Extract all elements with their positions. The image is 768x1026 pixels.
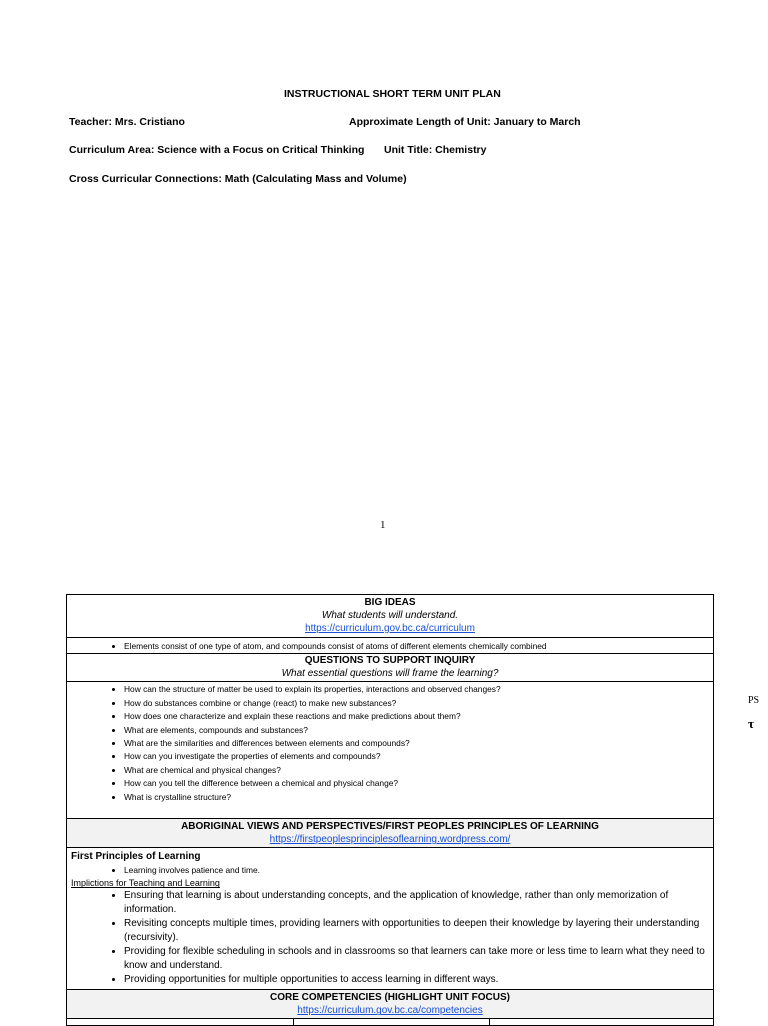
big-ideas-content-cell <box>67 638 714 654</box>
aboriginal-content-cell <box>67 848 714 990</box>
teacher-field: Teacher: Mrs. Cristiano <box>69 116 185 128</box>
curriculum-area-field: Curriculum Area: Science with a Focus on Critical Thinking <box>69 144 365 156</box>
list-item: • What is crystalline structure? <box>124 791 713 804</box>
inquiry-heading: QUESTIONS TO SUPPORT INQUIRY <box>304 655 476 667</box>
list-item: • Providing for flexible scheduling in schools and in classrooms so that learners can take more or less time to learn what they need to know and understand. <box>124 945 713 973</box>
list-item: • What are elements, compounds and substances? <box>124 724 713 737</box>
big-ideas-header-cell <box>67 595 714 638</box>
list-item: • Elements consist of one type of atom, and compounds consist of atoms of different elements chemically combined <box>124 640 713 653</box>
cross-curricular-field: Cross Curricular Connections: Math (Calculating Mass and Volume) <box>69 173 407 185</box>
inquiry-content-cell <box>67 682 714 819</box>
side-text-line1: PS <box>748 695 760 706</box>
big-ideas-heading: BIG IDEAS <box>364 597 416 608</box>
list-item: • How does one characterize and explain these reactions and make predictions about them? <box>124 710 713 723</box>
big-ideas-list <box>67 640 713 653</box>
list-item: • What are chemical and physical changes? <box>124 764 713 777</box>
list-item: • How can the structure of matter be used to explain its properties, interactions and observed changes? <box>124 683 713 696</box>
list-item: • How can you investigate the properties of elements and compounds? <box>124 750 713 763</box>
unit-plan-table <box>66 594 714 1026</box>
competency-column <box>67 1019 294 1025</box>
list-item: • Ensuring that learning is about understanding concepts, and the application of knowledge, rather than only memorization of information. <box>124 889 713 917</box>
aboriginal-heading: ABORIGINAL VIEWS AND PERSPECTIVES/FIRST PEOPLES PRINCIPLES OF LEARNING <box>181 821 599 833</box>
aboriginal-header-cell <box>67 819 714 848</box>
list-item: • How do substances combine or change (react) to make new substances? <box>124 697 713 710</box>
unit-title-field: Unit Title: Chemistry <box>384 144 487 156</box>
core-competencies-columns <box>67 1019 714 1026</box>
first-principles-label: First Principles of Learning <box>71 851 201 863</box>
document-title: INSTRUCTIONAL SHORT TERM UNIT PLAN <box>284 88 501 100</box>
unit-length-field: Approximate Length of Unit: January to March <box>349 116 581 128</box>
principles-list <box>67 864 713 877</box>
inquiry-list <box>67 683 713 804</box>
competencies-link[interactable]: https://curriculum.gov.bc.ca/competencies <box>297 1005 483 1017</box>
core-competencies-heading: CORE COMPETENCIES (HIGHLIGHT UNIT FOCUS) <box>270 992 510 1004</box>
page-number: 1 <box>380 519 386 531</box>
first-peoples-link[interactable]: https://firstpeoplesprinciplesoflearning.wordpress.com/ <box>269 834 511 846</box>
core-competencies-header-cell <box>67 990 714 1019</box>
list-item: • What are the similarities and differences between elements and compounds? <box>124 737 713 750</box>
big-ideas-subtitle: What students will understand. <box>321 610 459 621</box>
inquiry-subtitle: What essential questions will frame the learning? <box>281 668 499 680</box>
list-item: • How can you tell the difference between a chemical and physical change? <box>124 777 713 790</box>
list-item: • Providing opportunities for multiple opportunities to access learning in different ways. <box>124 973 713 987</box>
implications-list <box>67 889 713 987</box>
big-ideas-link[interactable]: https://curriculum.gov.bc.ca/curriculum <box>305 623 475 634</box>
implications-label: Implictions for Teaching and Learning <box>71 878 220 889</box>
competency-column <box>294 1019 490 1025</box>
side-text-line2: τ <box>748 716 754 731</box>
list-item: • Revisiting concepts multiple times, providing learners with opportunities to deepen their knowledge by layering their understanding (recursivity). <box>124 917 713 945</box>
inquiry-header-cell <box>67 654 714 682</box>
list-item: • Learning involves patience and time. <box>124 864 713 877</box>
